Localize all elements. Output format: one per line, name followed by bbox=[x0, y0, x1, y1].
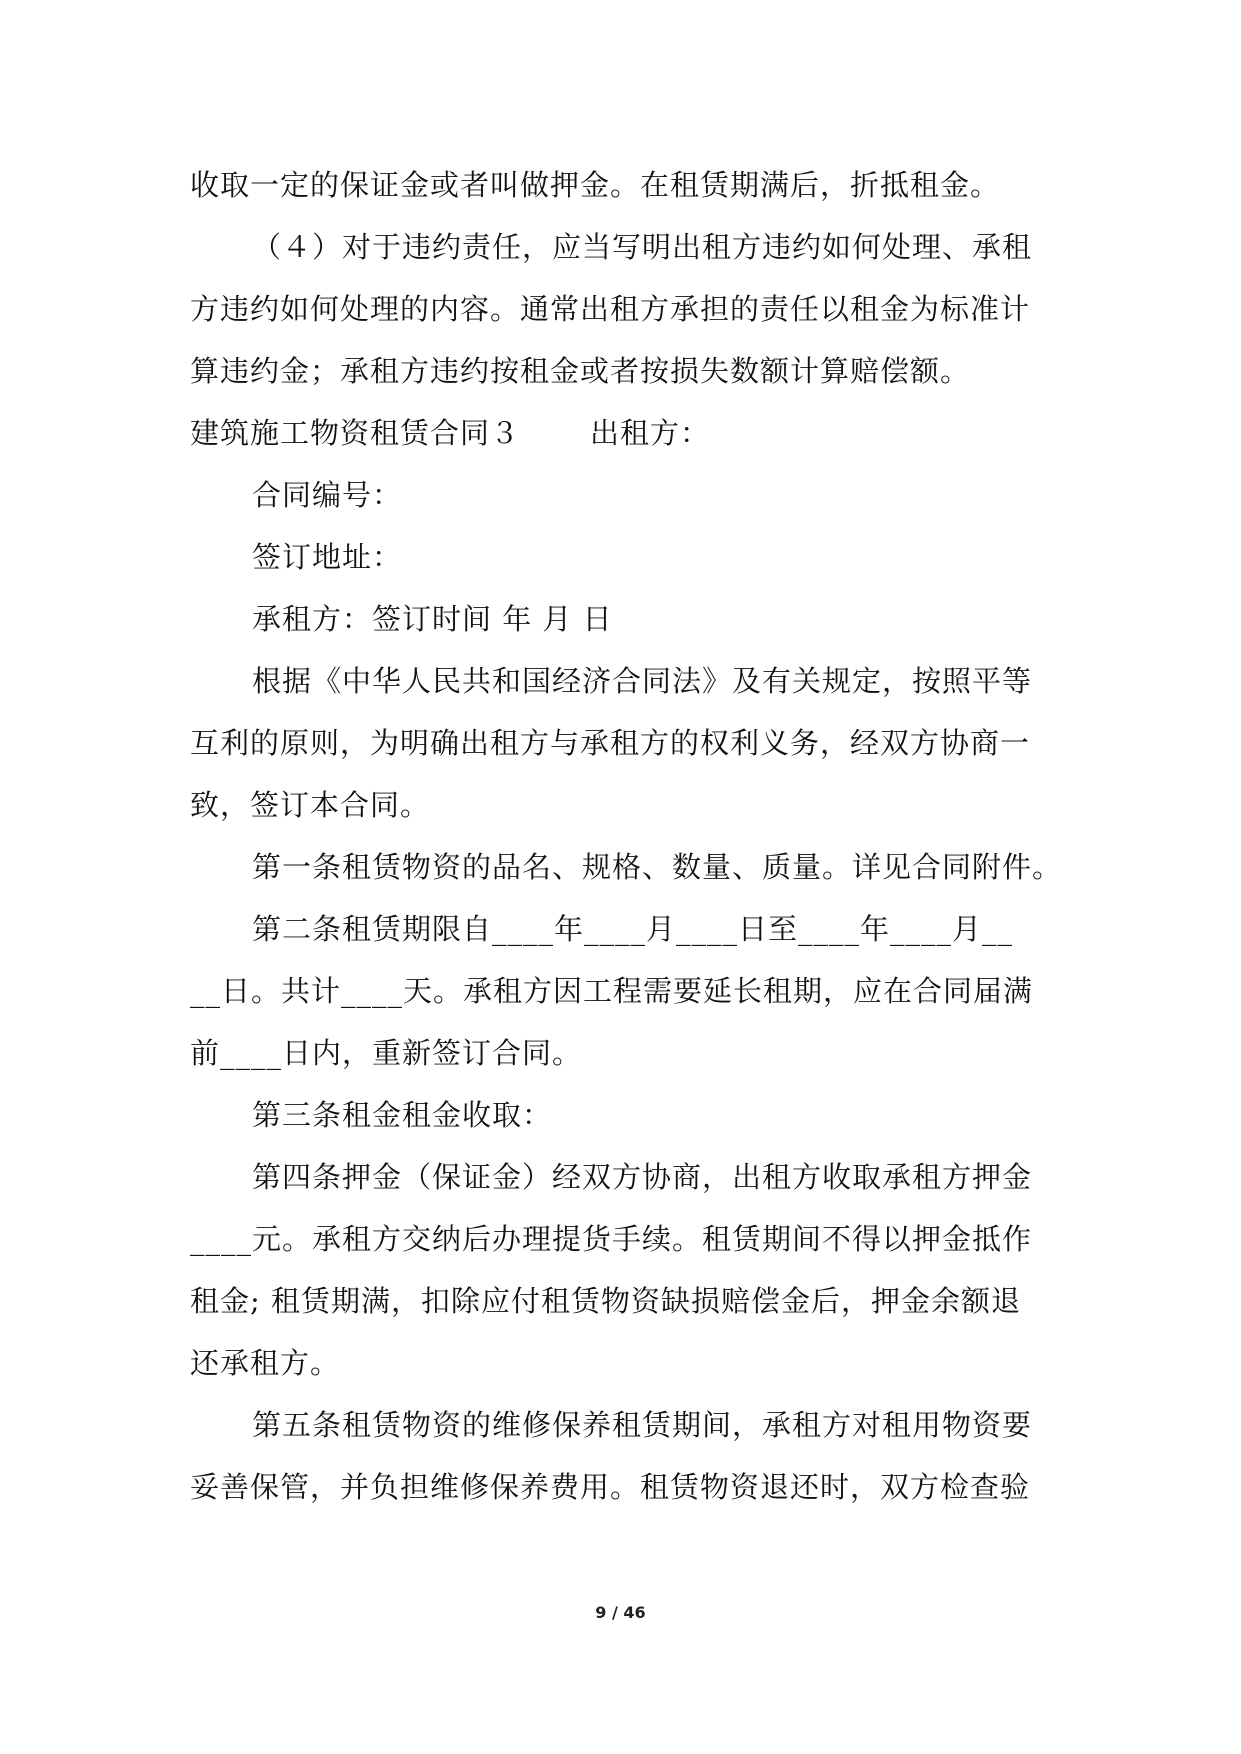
article-4-line: 第四条押金（保证金）经双方协商，出租方收取承租方押金 bbox=[252, 1160, 1033, 1194]
paragraph-line: 租金; 租赁期满，扣除应付租赁物资缺损赔偿金后，押金余额退 bbox=[190, 1284, 1021, 1318]
paragraph-line: （４）对于违约责任，应当写明出租方违约如何处理、承租 bbox=[252, 230, 1033, 264]
signing-address-line: 签订地址： bbox=[252, 540, 403, 574]
paragraph-line: 妥善保管，并负担维修保养费用。租赁物资退还时，双方检查验 bbox=[190, 1470, 1031, 1504]
contract-title: 建筑施工物资租赁合同３ bbox=[190, 416, 521, 450]
lessor-label: 出租方： bbox=[590, 416, 711, 450]
paragraph-line: 前____日内，重新签订合同。 bbox=[190, 1036, 583, 1070]
paragraph-line: 根据《中华人民共和国经济合同法》及有关规定，按照平等 bbox=[252, 664, 1033, 698]
article-2-line: 第二条租赁期限自____年____月____日至____年____月__ bbox=[252, 912, 1014, 946]
article-5-line: 第五条租赁物资的维修保养租赁期间，承租方对租用物资要 bbox=[252, 1408, 1033, 1442]
paragraph-line: 致，签订本合同。 bbox=[190, 788, 431, 822]
paragraph-line: 收取一定的保证金或者叫做押金。在租赁期满后，折抵租金。 bbox=[190, 168, 1001, 202]
article-1-line: 第一条租赁物资的品名、规格、数量、质量。详见合同附件。 bbox=[252, 850, 1063, 884]
page-number: 9 / 46 bbox=[595, 1603, 646, 1622]
paragraph-line: 算违约金；承租方违约按租金或者按损失数额计算赔偿额。 bbox=[190, 354, 971, 388]
article-3-line: 第三条租金租金收取： bbox=[252, 1098, 553, 1132]
contract-heading-line bbox=[190, 402, 1060, 464]
paragraph-line: 互利的原则，为明确出租方与承租方的权利义务，经双方协商一 bbox=[190, 726, 1031, 760]
document-body bbox=[190, 154, 1063, 1518]
paragraph-line: 方违约如何处理的内容。通常出租方承担的责任以租金为标准计 bbox=[190, 292, 1031, 326]
paragraph-line: ____元。承租方交纳后办理提货手续。租赁期间不得以押金抵作 bbox=[190, 1222, 1033, 1256]
paragraph-line: 还承租方。 bbox=[190, 1346, 341, 1380]
contract-number-line: 合同编号： bbox=[252, 478, 403, 512]
lessee-line: 承租方：签订时间 年 月 日 bbox=[252, 602, 613, 636]
paragraph-line: __日。共计____天。承租方因工程需要延长租期，应在合同届满 bbox=[190, 974, 1034, 1008]
